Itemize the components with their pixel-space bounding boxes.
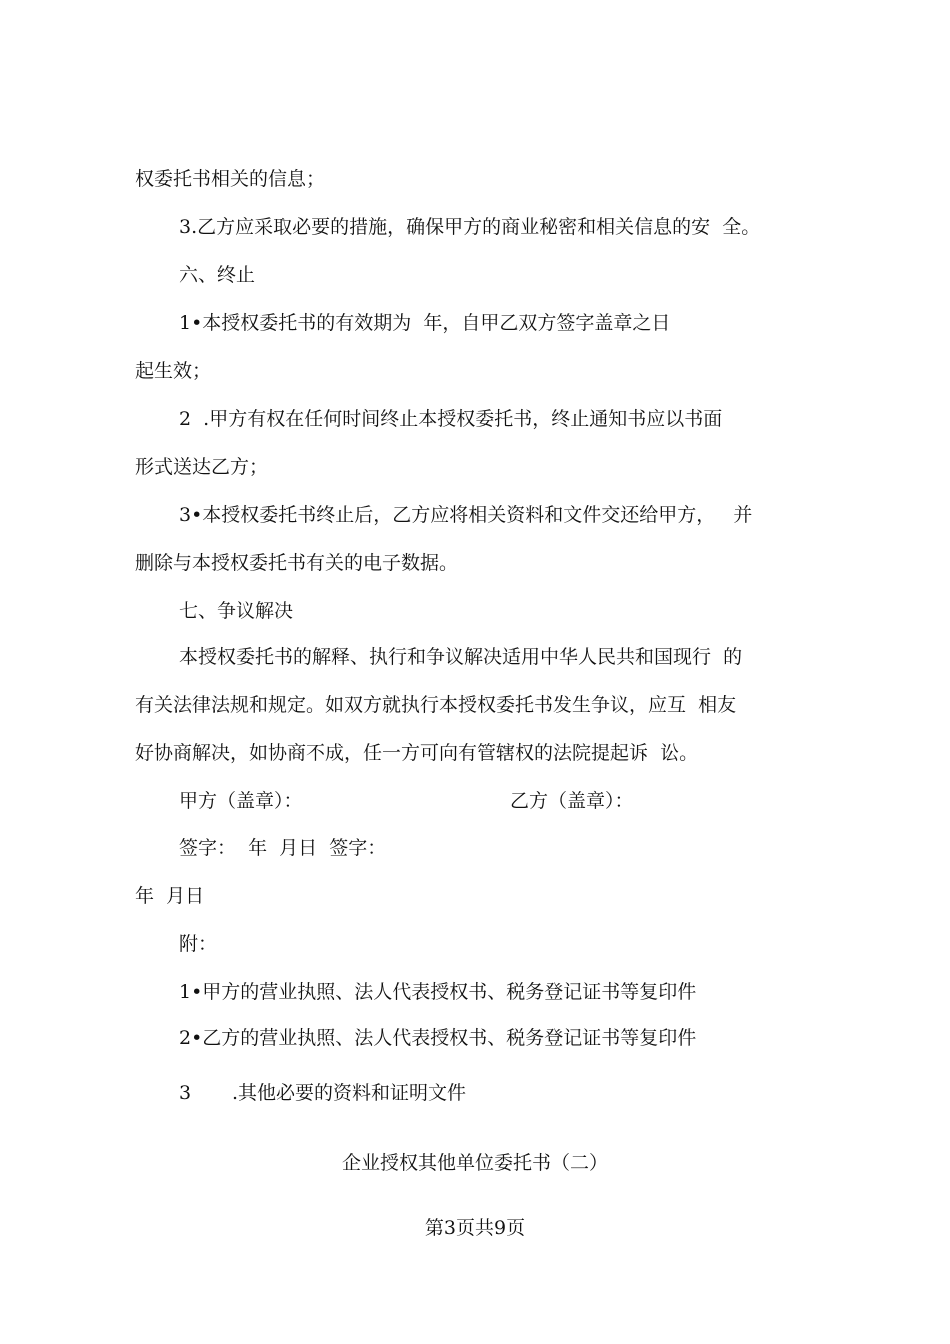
- paragraph-line: 3.乙方应采取必要的措施，确保甲方的商业秘密和相关信息的安 全。: [179, 216, 761, 238]
- paragraph-line: 删除与本授权委托书有关的电子数据。: [135, 552, 459, 574]
- section-heading: 六、终止: [179, 264, 256, 286]
- attachment-item-number: 3: [179, 1082, 192, 1104]
- page-footer: 第3页共9页: [424, 1217, 526, 1239]
- paragraph-line: 有关法律法规和规定。如双方就执行本授权委托书发生争议，应互 相友: [135, 694, 737, 716]
- paragraph-line: 形式送达乙方；: [135, 456, 269, 478]
- paragraph-line: 本授权委托书的解释、执行和争议解决适用中华人民共和国现行 的: [179, 646, 743, 668]
- paragraph-line: 3•本授权委托书终止后，乙方应将相关资料和文件交还给甲方， 并: [179, 504, 753, 526]
- section-heading: 七、争议解决: [179, 600, 294, 622]
- next-document-title: 企业授权其他单位委托书（二）: [341, 1152, 608, 1174]
- attachments-heading: 附：: [179, 933, 218, 955]
- party-a-seal-label: 甲方（盖章）：: [179, 790, 303, 812]
- paragraph-line: 好协商解决，如协商不成，任一方可向有管辖权的法院提起诉 讼。: [135, 742, 699, 764]
- paragraph-line: 权委托书相关的信息；: [135, 168, 326, 190]
- signature-date-line: 签字： 年 月日 签字：: [179, 837, 387, 859]
- attachment-item: 2•乙方的营业执照、法人代表授权书、税务登记证书等复印件: [179, 1027, 697, 1049]
- attachment-item: 1•甲方的营业执照、法人代表授权书、税务登记证书等复印件: [179, 981, 697, 1003]
- paragraph-line: 2 .甲方有权在任何时间终止本授权委托书，终止通知书应以书面: [179, 408, 723, 430]
- date-line: 年 月日: [135, 885, 205, 907]
- paragraph-line: 1•本授权委托书的有效期为 年，自甲乙双方签字盖章之日: [179, 312, 671, 334]
- paragraph-line: 起生效；: [135, 360, 212, 382]
- party-b-seal-label: 乙方（盖章）：: [510, 790, 634, 812]
- attachment-item: .其他必要的资料和证明文件: [232, 1082, 467, 1104]
